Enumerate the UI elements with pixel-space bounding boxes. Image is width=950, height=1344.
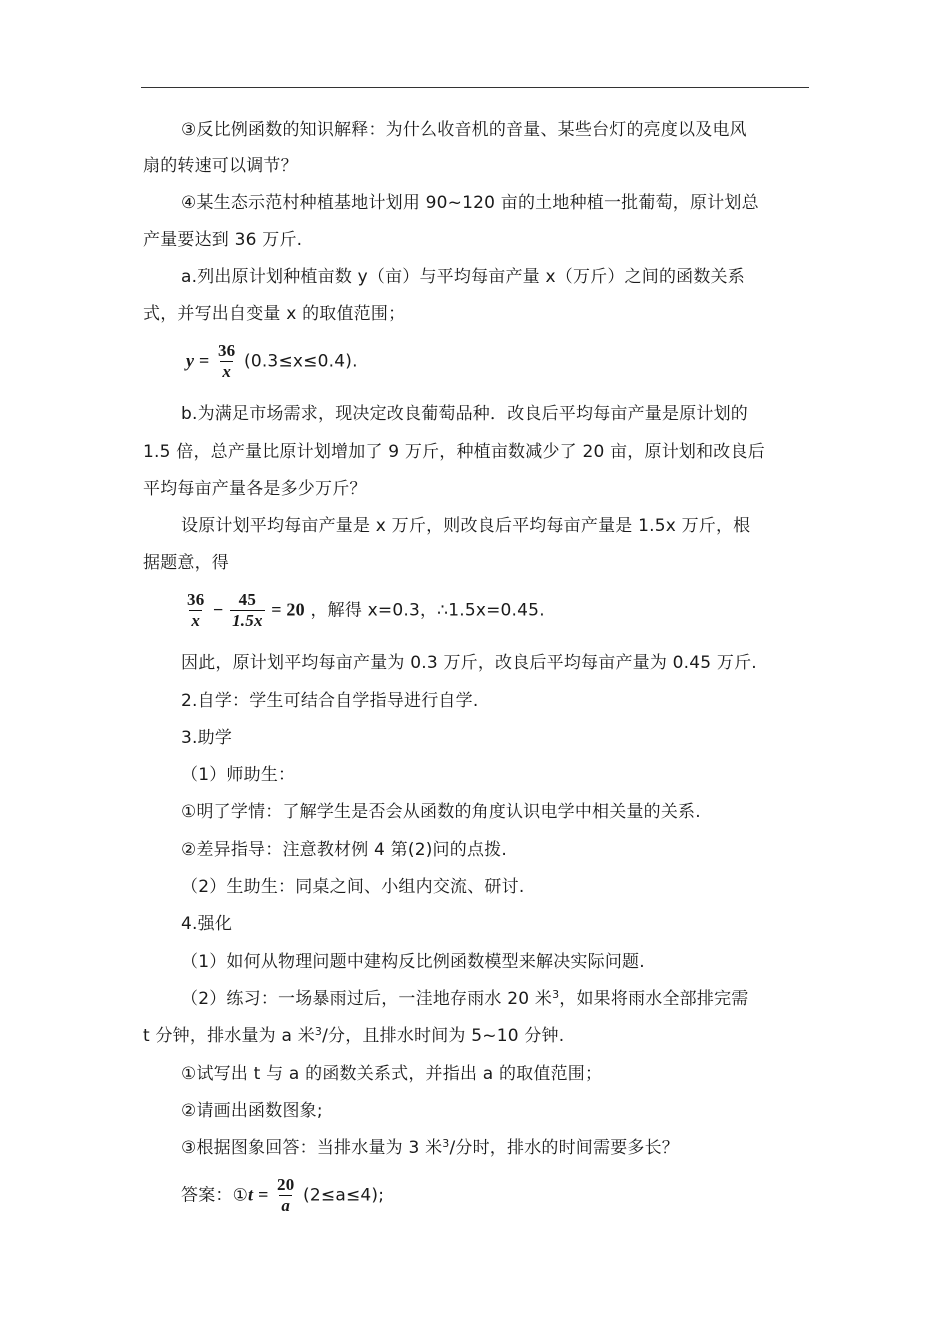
formula-equation: $\frac{36}{x}$ − $\frac{45}{1.5x}$ = 20 ，解得 x=0.3，∴1.5x=0.45. [187,590,545,630]
text-line: ③根据图象回答：当排水量为 3 米$^3$/分时，排水的时间需要多长？ [181,1137,679,1158]
text-line: 1.5 倍，总产量比原计划增加了 9 万斤，种植亩数减少了 20 亩，原计划和改良后 [143,442,765,462]
fraction: $\frac{20}{a}$ [277,1175,295,1215]
text-line: （1）如何从物理问题中建构反比例函数模型来解决实际问题. [181,952,645,972]
text-line: b.为满足市场需求，现决定改良葡萄品种．改良后平均每亩产量是原计划的 [181,404,748,424]
text-line: ①试写出 t 与 a 的函数关系式，并指出 a 的取值范围； [181,1064,603,1084]
text-line: （2）练习：一场暴雨过后，一洼地存雨水 20 米$^3$，如果将雨水全部排完需 [181,988,749,1009]
header-rule [141,87,809,88]
text-line: 扇的转速可以调节？ [143,156,298,176]
text-line: （1）师助生： [181,765,296,785]
text-line: t 分钟，排水量为 a 米$^3$/分，且排水时间为 5~10 分钟. [143,1025,565,1046]
text-line: 设原计划平均每亩产量是 x 万斤，则改良后平均每亩产量是 1.5x 万斤，根 [181,516,751,536]
text-line: 平均每亩产量各是多少万斤？ [143,479,367,499]
fraction: $\frac{36}{x}$ [217,341,236,381]
superscript: 3 [314,1025,323,1038]
text-line: 2.自学：学生可结合自学指导进行自学. [181,691,479,711]
text-line: 据题意，得 [143,553,229,573]
text-line: （2）生助生：同桌之间、小组内交流、研讨. [181,877,525,897]
text-line: ①明了学情：了解学生是否会从函数的角度认识电学中相关量的关系. [181,802,701,822]
formula-answer: 答案：①t = $\frac{20}{a}$ (2≤a≤4); [181,1175,385,1215]
text-line: 4.强化 [181,914,233,934]
superscript: 3 [552,988,560,1001]
text-line: ③反比例函数的知识解释：为什么收音机的音量、某些台灯的亮度以及电风 [181,120,747,140]
text-line: ②请画出函数图象; [181,1101,323,1121]
text-line: ②差异指导：注意教材例 4 第(2)问的点拨. [181,840,507,860]
fraction: $\frac{36}{x}$ [187,590,205,630]
formula-y: y = $\frac{36}{x}$ (0.3≤x≤0.4). [186,341,358,381]
text-line: 式，并写出自变量 x 的取值范围； [143,304,406,324]
text-line: 3.助学 [181,728,233,748]
text-line: a.列出原计划种植亩数 y（亩）与平均每亩产量 x（万斤）之间的函数关系 [181,267,745,287]
fraction: $\frac{45}{1.5x}$ [232,590,263,630]
text-line: ④某生态示范村种植基地计划用 90~120 亩的土地种植一批葡萄，原计划总 [181,193,759,213]
superscript: 3 [442,1137,450,1150]
text-line: 产量要达到 36 万斤. [143,230,303,250]
text-line: 因此，原计划平均每亩产量为 0.3 万斤，改良后平均每亩产量为 0.45 万斤. [181,653,757,673]
